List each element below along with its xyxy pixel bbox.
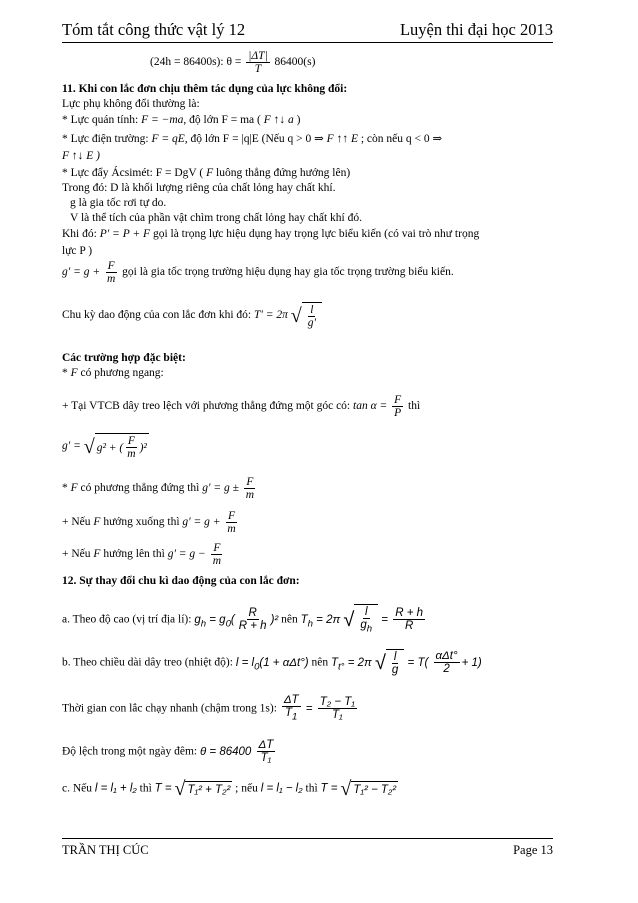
g-prime-den: m [106,273,116,285]
g-prime-h-lhs: g' = [62,440,81,453]
g-prime-text: gọi là gia tốc trọng trường hiệu dụng hay gia tốc trọng trường biểu kiến. [122,266,454,279]
theta-suffix: 86400(s) [274,56,316,69]
theta-den: T [254,63,262,75]
page-header [62,18,553,40]
dien-truong-line [62,132,442,146]
altitude-label: a. Theo độ cao (vị trí địa lí): [62,613,192,626]
khi-do-label: Khi đó: [62,228,97,240]
F-up-F: F [93,548,101,561]
altitude-nen: nên [281,613,298,626]
quan-tinh-formula: F = −ma [141,114,184,126]
vertical-F-text: có phương thẳng đứng thì [80,482,200,495]
sqrt-sign: √ [174,778,186,800]
vertical-F-fraction [244,476,256,501]
g-prime-h-num: F [127,435,135,447]
acsimet-line [62,166,350,180]
acsimet-label: * Lực đẩy Ácsimét: F = DgV ( [62,167,204,179]
F-down-line [62,510,240,535]
chu-ky-sqrt [291,302,322,329]
g-prime-line [62,260,454,285]
section-12-heading: 12. Sự thay đổi chu kì dao động của con lắc đơn: [62,575,300,587]
combination-sum: l = l₁ + l₂ [94,782,137,795]
Tt-2pi: = 2π [347,656,372,669]
header-subtitle: Luyện thi đại học 2013 [399,20,553,39]
chu-ky-num: l [310,304,314,316]
Tt-sqrt [375,649,404,676]
F-down-den: m [227,523,236,535]
g-prime-horizontal [62,433,149,460]
horizontal-F-line [62,366,164,380]
vertical-F: F [70,482,78,495]
combination-T-2: T = [320,782,338,795]
F-up-formula: g' = g − [167,548,206,561]
daily-deviation-fraction [257,739,276,764]
header-rule [62,42,553,43]
combination-thi: thì [139,782,152,795]
g-prime-h-c: )² [139,441,147,454]
sqrt-sign: √ [340,778,352,800]
Tt-close: + 1) [461,656,482,669]
vtcb-den: P [394,407,402,419]
theta-formula [150,50,315,75]
fast-slow-fraction [282,694,301,723]
chu-ky-line [62,302,322,329]
l-formula: l = l [235,656,255,669]
luc-phu-text: Lực phụ không đổi thường là: [62,98,200,110]
g-prime-h-fraction [125,435,137,460]
daily-deviation-label: Độ lệch trong một ngày đêm: [62,745,198,758]
Th-den-sub: h [366,623,373,635]
F-down-if: + Nếu [62,516,91,529]
dien-truong-direction-neg: F ↑↓ E ) [62,150,101,162]
Th-ratio-num: R + h [395,607,424,620]
Th-T: T [300,613,308,626]
section-11-heading: 11. Khi con lắc đơn chịu thêm tác dụng của lực không đổi: [62,83,348,95]
fast-slow-num: ΔT [283,694,299,706]
quan-tinh-magnitude: , độ lớn F = ma ( [183,114,261,126]
combination-sqrt-sum [174,779,232,799]
fast-slow-num-2: T₂ − T₁ [319,696,355,709]
quan-tinh-label: * Lực quán tính: [62,114,139,126]
F-up-if: + Nếu [62,548,91,561]
g-prime-num: F [107,260,115,272]
g-prime-h-den: m [127,448,136,460]
gh-sub: h [200,617,207,629]
daily-deviation-num: ΔT [258,739,274,751]
chu-ky-den: g' [307,317,316,329]
combination-neu: ; nếu [235,782,258,795]
combination-diff-inner: T₁² − T₂² [351,781,398,797]
l0-sub: 0 [254,660,260,672]
Th-sub: h [307,617,313,629]
special-cases-heading: Các trường hợp đặc biệt: [62,352,186,364]
Tt-num: l [393,651,397,663]
theta-fraction [246,50,269,75]
theta-num: |ΔT| [248,50,268,62]
horizontal-F: F [70,367,78,379]
altitude-num: R [248,607,257,620]
fast-slow-line [62,694,359,723]
gh-g: g [194,613,201,626]
fast-slow-fraction-2 [318,696,357,721]
fast-slow-den-sub: 1 [292,711,298,723]
dien-truong-neg: ; còn nếu q < 0 ⇒ [360,133,443,145]
combination-sqrt-diff [340,779,398,799]
chu-ky-label: Chu kỳ dao động của con lắc đơn khi đó: [62,309,252,322]
F-up-line [62,542,225,567]
Th-num: l [364,606,368,618]
combination-if: c. Nếu [62,782,93,795]
bullet: * [62,367,68,379]
Tt-ratio-den: 2 [443,663,450,675]
vertical-F-num: F [246,476,254,488]
Tt-fraction [390,651,400,676]
acsimet-note: luông thẳng đứng hướng lên) [216,167,351,179]
sqrt-sign: √ [83,435,95,458]
g-prime-h-sqrt [84,433,149,460]
vtcb-tan: tan α = [353,400,388,413]
Th-ratio [393,607,425,632]
quan-tinh-direction: F ↑↓ a [263,114,294,126]
v-definition: V là thể tích của phần vật chìm trong chất lỏng hay chất khí đó. [70,212,362,224]
Th-sqrt [343,604,378,635]
vtcb-thi: thì [408,400,421,413]
F-down-formula: g' = g + [182,516,221,529]
combination-T: T = [154,782,172,795]
dien-truong-label: * Lực điện trường: [62,133,149,145]
sqrt-sign: √ [343,608,355,631]
acsimet-F: F [206,167,214,179]
khi-do-line [62,227,479,241]
trong-do-text: Trong đó: D là khối lượng riêng của chất lỏng hay chất khí. [62,182,336,194]
F-down-fraction [225,510,237,535]
dien-truong-magnitude: , độ lớn F = |q|E (Nếu q > 0 ⇒ [184,133,324,145]
vtcb-line [62,394,420,419]
fast-slow-den: T [285,707,293,719]
F-down-num: F [228,510,236,522]
footer-rule [62,838,553,839]
vertical-F-den: m [245,489,255,501]
Th-ratio-den: R [404,620,414,633]
quan-tinh-close: ) [296,114,301,126]
temperature-nen: nên [311,656,329,669]
Tt-T: T [330,656,339,669]
fast-slow-den-2: T₁ [331,709,343,722]
vtcb-num: F [394,394,402,406]
quan-tinh-line [62,113,300,127]
F-up-den: m [212,555,221,567]
vertical-F-line [62,476,258,501]
chu-ky-fraction [306,304,318,329]
luc-P-text: lực P ) [62,245,93,257]
theta-prefix: (24h = 86400s): θ = [150,56,242,69]
daily-deviation-den: T₁ [260,752,272,764]
F-down-F: F [93,516,101,529]
combination-diff: l = l₁ − l₂ [260,782,303,795]
fast-slow-label: Thời gian con lắc chạy nhanh (chậm trong 1s): [62,702,277,715]
daily-deviation-line [62,739,277,764]
combination-line [62,779,398,799]
altitude-den: R + h [238,620,267,633]
khi-do-formula: P' = P + F [99,228,151,240]
chu-ky-formula: T' = 2π [253,309,288,322]
g-prime-fraction [105,260,117,285]
g-prime-h-a: g² + ( [96,441,124,454]
fast-slow-eq: = [305,702,313,715]
bullet: * [62,482,68,495]
F-up-num: F [213,542,221,554]
Th-eq: = [381,613,389,626]
g0-g: = g [209,613,226,626]
F-up-text: hướng lên thì [103,548,165,561]
F-up-fraction [211,542,223,567]
horizontal-F-text: có phương ngang: [80,367,164,379]
footer-author: TRẦN THỊ CÚC [62,843,149,857]
g-definition: g là gia tốc rơi tự do. [70,197,167,209]
temperature-line [62,649,482,676]
altitude-fraction [237,607,269,632]
F-down-text: hướng xuống thì [103,516,180,529]
Th-den: g [360,619,367,631]
daily-deviation-formula: θ = 86400 [199,745,252,758]
Th-fraction [358,606,374,635]
vtcb-fraction [392,394,403,419]
page-footer [62,843,553,858]
Th-2pi: = 2π [316,613,341,626]
g-prime-formula: g' = g + [62,266,101,279]
temperature-label: b. Theo chiều dài dây treo (nhiệt độ): [62,656,233,669]
Tt-eq: = T( [407,656,429,669]
l-expansion: (1 + αΔt°) [259,656,309,669]
page-number: Page 13 [513,843,553,857]
vertical-F-formula: g' = g ± [202,482,239,495]
vtcb-text: + Tại VTCB dây treo lệch với phương thẳng đứng một góc có: [62,400,351,413]
header-title: Tóm tắt công thức vật lý 12 [62,20,246,39]
combination-sum-inner: T₁² + T₂² [185,781,232,797]
sqrt-sign: √ [374,651,386,674]
sqrt-sign: √ [290,304,302,327]
Tt-sub: t° [338,660,345,672]
combination-thi-2: thì [305,782,318,795]
dien-truong-formula: F = qE [151,133,185,145]
g0-sub: 0 [225,617,231,629]
Tt-den: g [391,664,399,676]
Tt-ratio-num: αΔt° [435,650,458,662]
Tt-ratio [434,650,460,675]
khi-do-text: gọi là trọng lực hiệu dụng hay trọng lực biểu kiến (có vai trò như trọng [152,228,480,240]
dien-truong-direction-pos: F ↑↑ E [326,133,358,145]
altitude-line: a. Theo độ cao (vị trí địa lí): $g_h = g_0$( $\frac{R}{R + h}$ )² nên $T_h = 2\pi$ √ $\frac{l}{g_h}$ = $\frac{R + h}{R}$ [62,606,424,635]
